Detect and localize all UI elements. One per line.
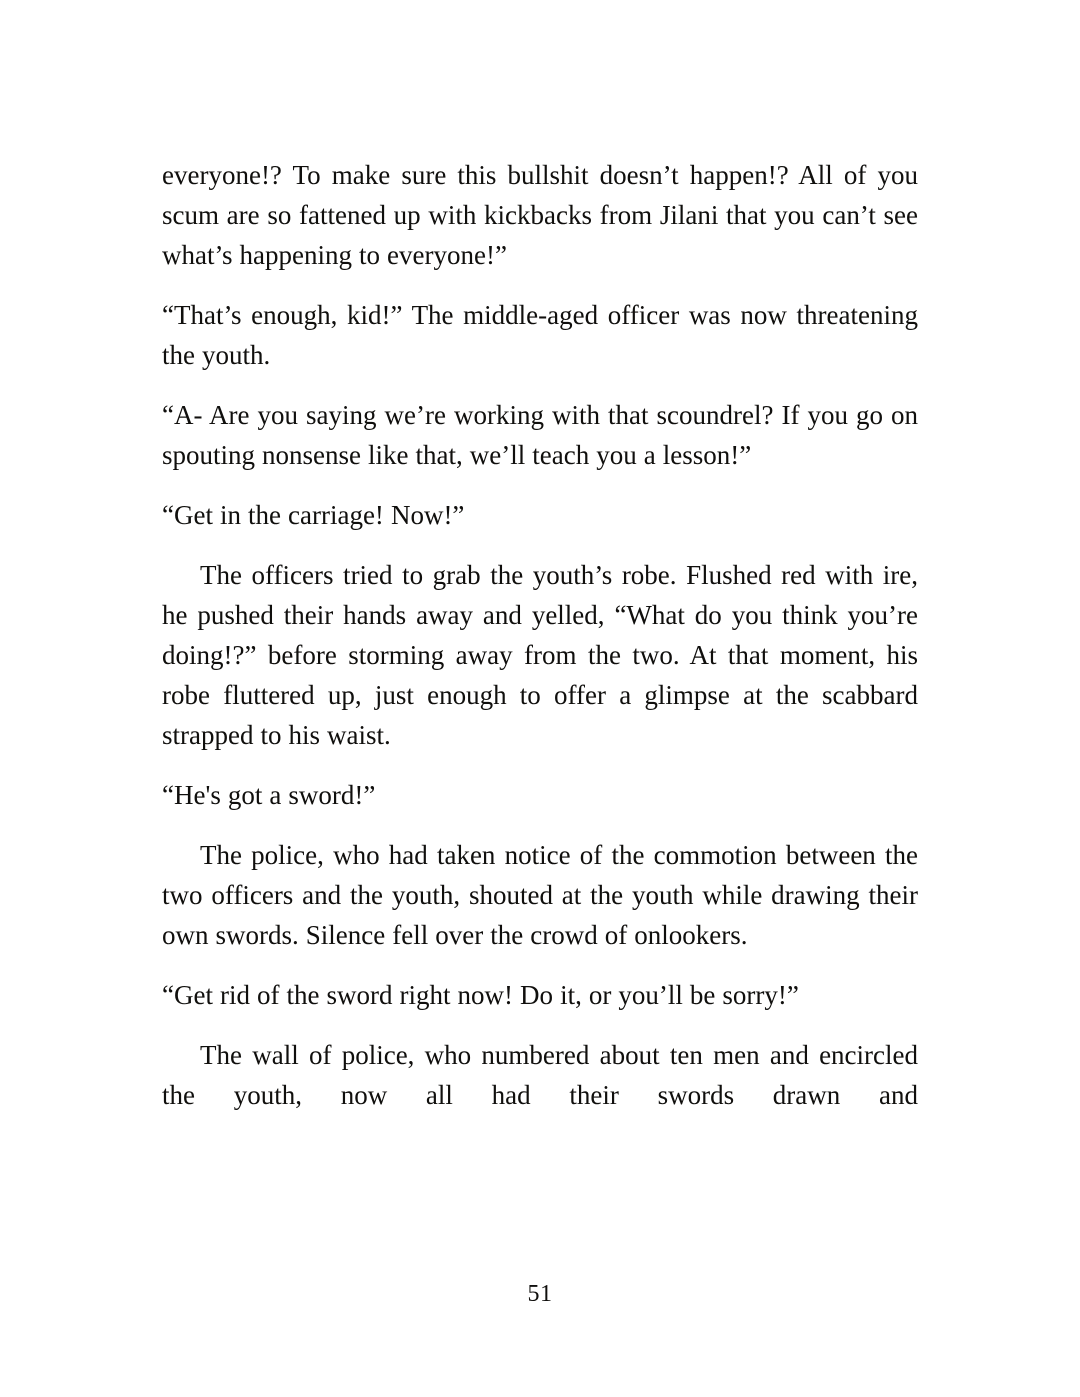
paragraph: “A- Are you saying we’re working with that scoundrel? If you go on spouting nonsense like that, we’ll teach you a lesson!” (162, 400, 918, 470)
page-number: 51 (527, 1281, 553, 1307)
paragraph: The police, who had taken notice of the commotion between the two officers and the youth, shouted at the youth while drawing their own swords. Silence fell over the crowd of onlookers. (162, 840, 918, 950)
paragraph: “Get in the carriage! Now!” (162, 500, 465, 530)
paragraph: everyone!? To make sure this bullshit doesn’t happen!? All of you scum are so fattened up with kickbacks from Jilani that you can’t see what’s happening to everyone!” (162, 160, 918, 270)
paragraph: The officers tried to grab the youth’s robe. Flushed red with ire, he pushed their hands away and yelled, “What do you think you’re doing!?” before storming away from the two. At that moment, his robe fluttered up, just enough to offer a glimpse at the scabbard strapped to his waist. (162, 560, 918, 750)
body-text-column (162, 155, 918, 1115)
paragraph: “He's got a sword!” (162, 780, 376, 810)
paragraph: “Get rid of the sword right now! Do it, or you’ll be sorry!” (162, 980, 799, 1010)
paragraph: The wall of police, who numbered about ten men and encircled the youth, now all had their swords drawn and (162, 1040, 918, 1110)
paragraph: “That’s enough, kid!” The middle-aged officer was now threatening the youth. (162, 300, 918, 370)
